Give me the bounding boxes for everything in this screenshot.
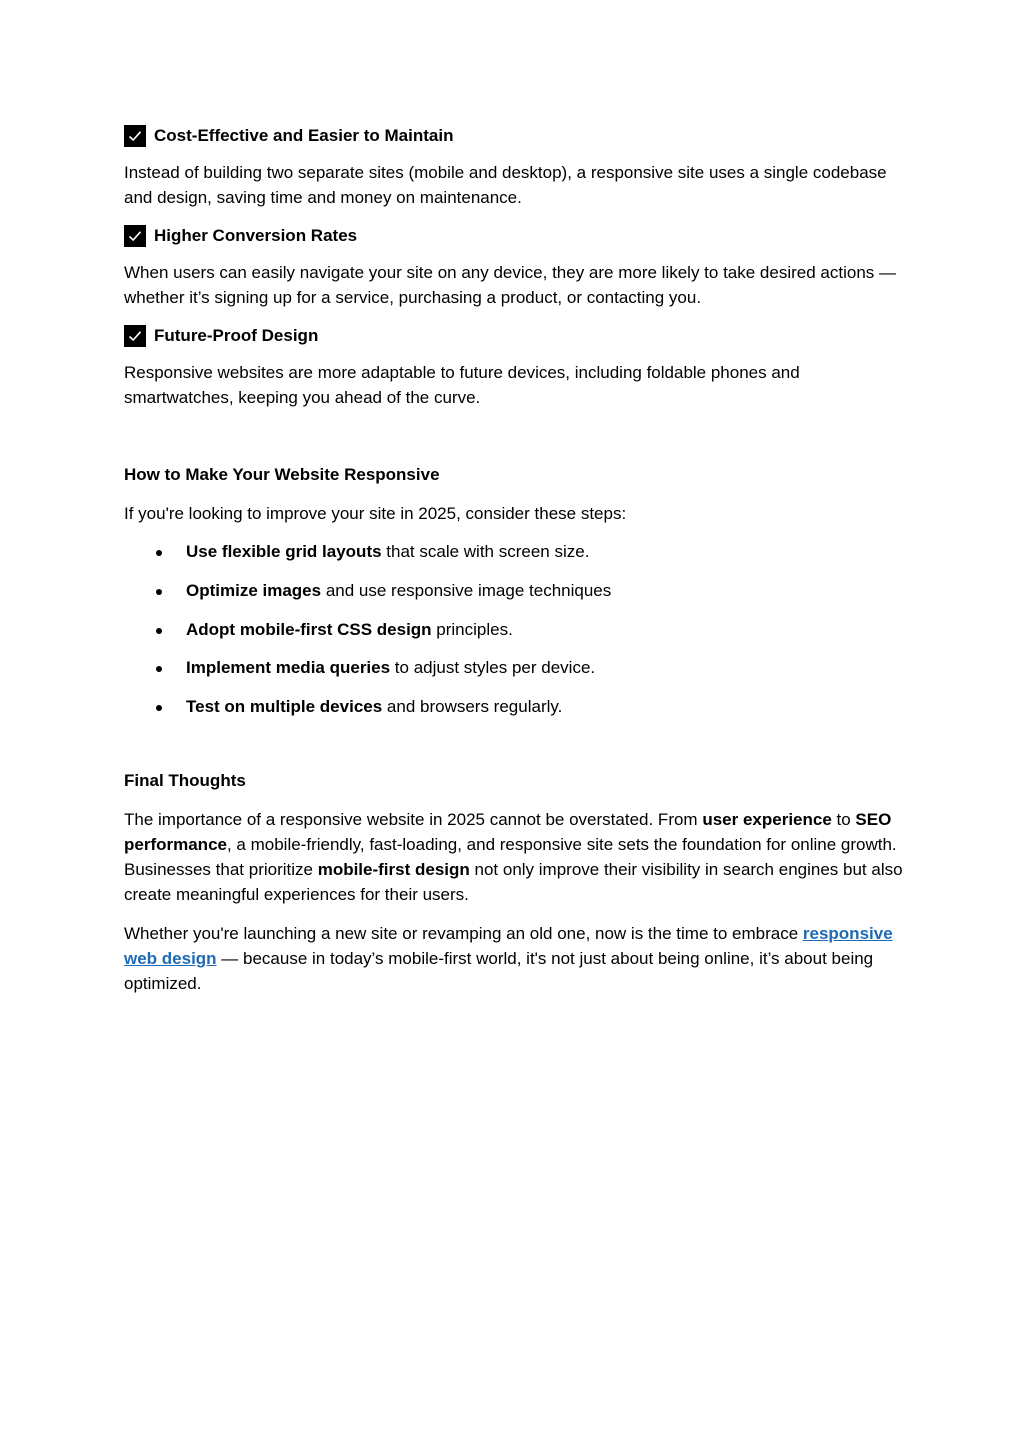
list-item: Use flexible grid layouts that scale with screen size.	[186, 542, 590, 561]
benefit-heading-conversion	[124, 224, 903, 248]
responsive-web-design-link[interactable]: responsive web design	[124, 924, 893, 969]
section-heading-how-to: How to Make Your Website Responsive	[124, 465, 440, 484]
list-item: Implement media queries to adjust styles per device.	[186, 658, 596, 678]
benefit-text: When users can easily navigate your site on any device, they are more likely to take desired actions — whether it’s signing up for a service, purchasing a product, or contacting you.	[124, 263, 896, 307]
benefit-title: Higher Conversion Rates	[154, 226, 358, 245]
check-mark-icon	[124, 325, 146, 347]
benefit-title: Cost-Effective and Easier to Maintain	[154, 126, 454, 145]
benefit-heading-cost-effective	[124, 124, 903, 148]
list-item: Optimize images and use responsive image techniques	[186, 580, 612, 600]
list-item: Adopt mobile-first CSS design principles.	[186, 619, 513, 639]
list-item: Test on multiple devices and browsers regularly.	[186, 697, 563, 717]
benefit-title: Future-Proof Design	[154, 326, 319, 345]
final-paragraph-1: The importance of a responsive website in 2025 cannot be overstated. From user experience to SEO performance, a mobile-friendly, fast-loading, and responsive site sets the foundation for online growth. Businesses that prioritize mobile-first design not only improve their visibility in search engines but also create meaningful experiences for their users.	[124, 810, 903, 905]
benefit-text: Responsive websites are more adaptable to future devices, including foldable phones and smartwatches, keeping you ahead of the curve.	[124, 363, 800, 407]
steps-list	[124, 540, 903, 719]
check-mark-icon	[124, 225, 146, 247]
how-to-intro: If you're looking to improve your site in 2025, consider these steps:	[124, 504, 627, 523]
check-mark-icon	[124, 125, 146, 147]
final-paragraph-2: Whether you're launching a new site or revamping an old one, now is the time to embrace responsive web design — because in today’s mobile-first world, it's not just about being online, it’s about being optimized.	[124, 924, 893, 994]
section-heading-final-thoughts: Final Thoughts	[124, 771, 246, 791]
benefit-text: Instead of building two separate sites (mobile and desktop), a responsive site uses a single codebase and design, saving time and money on maintenance.	[124, 163, 887, 207]
benefit-heading-future-proof	[124, 324, 903, 348]
